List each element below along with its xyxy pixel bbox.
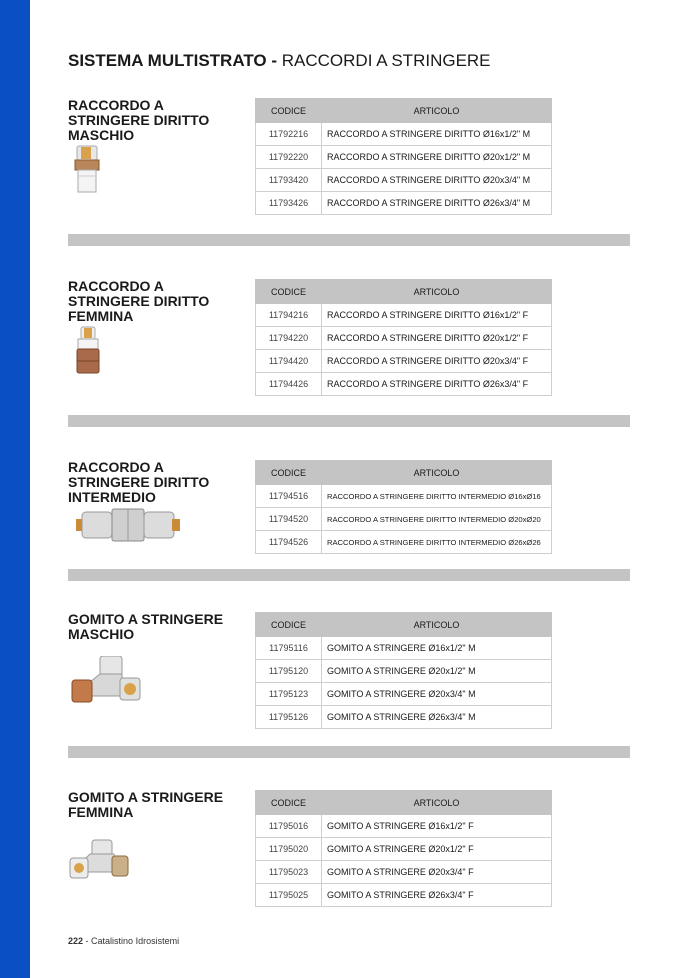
- code-cell: 11794420: [256, 350, 322, 373]
- product-table: [255, 98, 552, 215]
- page-number: 222: [68, 936, 84, 946]
- elbow-female-image: [68, 838, 130, 882]
- table-row: [256, 861, 552, 884]
- fitting-male-straight-image: [68, 142, 108, 198]
- col-header-code: CODICE: [256, 791, 322, 815]
- col-header-article: ARTICOLO: [322, 791, 552, 815]
- page-footer: [68, 936, 179, 946]
- footer-text: - Catalistino Idrosistemi: [85, 936, 180, 946]
- section-divider: [68, 569, 630, 581]
- article-cell: RACCORDO A STRINGERE DIRITTO Ø26x3/4" F: [322, 373, 552, 396]
- table-row: [256, 123, 552, 146]
- table-row: [256, 508, 552, 531]
- article-cell: RACCORDO A STRINGERE DIRITTO Ø16x1/2" F: [322, 304, 552, 327]
- product-table: [255, 612, 552, 729]
- table-row: [256, 531, 552, 554]
- table-row: [256, 373, 552, 396]
- code-cell: 11795126: [256, 706, 322, 729]
- table-row: [256, 815, 552, 838]
- page-title-rest: RACCORDI A STRINGERE: [281, 51, 491, 70]
- code-cell: 11793420: [256, 169, 322, 192]
- article-cell: GOMITO A STRINGERE Ø16x1/2" M: [322, 637, 552, 660]
- col-header-article: ARTICOLO: [322, 99, 552, 123]
- section-divider: [68, 234, 630, 246]
- table-row: [256, 838, 552, 861]
- table-row: [256, 304, 552, 327]
- code-cell: 11793426: [256, 192, 322, 215]
- table-row: [256, 485, 552, 508]
- article-cell: GOMITO A STRINGERE Ø16x1/2" F: [322, 815, 552, 838]
- section-title: RACCORDO A STRINGERE DIRITTO MASCHIO: [68, 97, 210, 143]
- table-row: [256, 660, 552, 683]
- article-cell: GOMITO A STRINGERE Ø26x3/4" F: [322, 884, 552, 907]
- fitting-intermediate-image: [76, 504, 180, 546]
- article-cell: RACCORDO A STRINGERE DIRITTO INTERMEDIO Ø20xØ20: [322, 508, 552, 531]
- table-row: [256, 192, 552, 215]
- article-cell: RACCORDO A STRINGERE DIRITTO INTERMEDIO Ø26xØ26: [322, 531, 552, 554]
- code-cell: 11795023: [256, 861, 322, 884]
- section-title: RACCORDO A STRINGERE DIRITTO FEMMINA: [68, 278, 210, 324]
- table-row: [256, 706, 552, 729]
- table-row: [256, 146, 552, 169]
- col-header-code: CODICE: [256, 99, 322, 123]
- col-header-article: ARTICOLO: [322, 461, 552, 485]
- code-cell: 11795116: [256, 637, 322, 660]
- article-cell: GOMITO A STRINGERE Ø20x3/4" M: [322, 683, 552, 706]
- code-cell: 11795123: [256, 683, 322, 706]
- article-cell: RACCORDO A STRINGERE DIRITTO Ø20x3/4" F: [322, 350, 552, 373]
- section-divider: [68, 415, 630, 427]
- article-cell: GOMITO A STRINGERE Ø20x1/2" M: [322, 660, 552, 683]
- section-title: GOMITO A STRINGERE FEMMINA: [68, 789, 224, 820]
- article-cell: GOMITO A STRINGERE Ø26x3/4" M: [322, 706, 552, 729]
- article-cell: RACCORDO A STRINGERE DIRITTO INTERMEDIO Ø16xØ16: [322, 485, 552, 508]
- product-table: [255, 790, 552, 907]
- code-cell: 11794220: [256, 327, 322, 350]
- table-row: [256, 637, 552, 660]
- code-cell: 11795120: [256, 660, 322, 683]
- col-header-code: CODICE: [256, 613, 322, 637]
- article-cell: RACCORDO A STRINGERE DIRITTO Ø20x1/2" F: [322, 327, 552, 350]
- table-row: [256, 683, 552, 706]
- col-header-article: ARTICOLO: [322, 280, 552, 304]
- code-cell: 11794520: [256, 508, 322, 531]
- code-cell: 11792216: [256, 123, 322, 146]
- product-table: [255, 460, 552, 554]
- table-row: [256, 350, 552, 373]
- col-header-article: ARTICOLO: [322, 613, 552, 637]
- section-title: RACCORDO A STRINGERE DIRITTO INTERMEDIO: [68, 459, 210, 505]
- article-cell: GOMITO A STRINGERE Ø20x3/4" F: [322, 861, 552, 884]
- side-color-bar: [0, 0, 30, 978]
- section-divider: [68, 746, 630, 758]
- section-title: GOMITO A STRINGERE MASCHIO: [68, 611, 224, 642]
- code-cell: 11794216: [256, 304, 322, 327]
- table-row: [256, 169, 552, 192]
- code-cell: 11794516: [256, 485, 322, 508]
- code-cell: 11795025: [256, 884, 322, 907]
- article-cell: RACCORDO A STRINGERE DIRITTO Ø20x3/4" M: [322, 169, 552, 192]
- code-cell: 11792220: [256, 146, 322, 169]
- product-table: [255, 279, 552, 396]
- page-title-bold: SISTEMA MULTISTRATO -: [68, 51, 278, 70]
- article-cell: RACCORDO A STRINGERE DIRITTO Ø26x3/4" M: [322, 192, 552, 215]
- code-cell: 11794526: [256, 531, 322, 554]
- page-title: [68, 51, 491, 71]
- code-cell: 11794426: [256, 373, 322, 396]
- col-header-code: CODICE: [256, 280, 322, 304]
- col-header-code: CODICE: [256, 461, 322, 485]
- code-cell: 11795016: [256, 815, 322, 838]
- fitting-female-straight-image: [71, 324, 107, 378]
- article-cell: GOMITO A STRINGERE Ø20x1/2" F: [322, 838, 552, 861]
- article-cell: RACCORDO A STRINGERE DIRITTO Ø16x1/2" M: [322, 123, 552, 146]
- code-cell: 11795020: [256, 838, 322, 861]
- elbow-male-image: [70, 656, 142, 708]
- table-row: [256, 327, 552, 350]
- table-row: [256, 884, 552, 907]
- article-cell: RACCORDO A STRINGERE DIRITTO Ø20x1/2" M: [322, 146, 552, 169]
